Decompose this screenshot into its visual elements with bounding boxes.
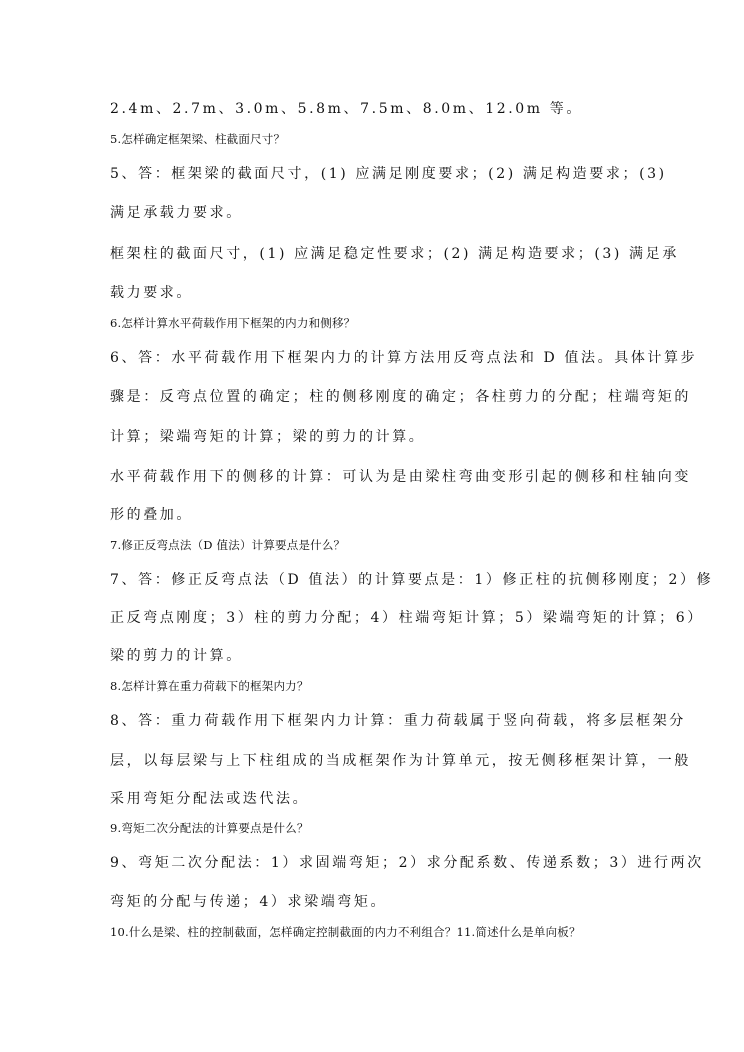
text-line-1: 2.4m、2.7m、3.0m、5.8m、7.5m、8.0m、12.0m 等。 (110, 101, 583, 117)
answer-6-line-4: 水平荷载作用下的侧移的计算：可认为是由梁柱弯曲变形引起的侧移和柱轴向变 (110, 469, 691, 485)
question-5: 5.怎样确定框架梁、柱截面尺寸？ (110, 132, 286, 146)
answer-8-line-3: 采用弯矩分配法或迭代法。 (110, 791, 310, 807)
answer-9-line-2: 弯矩的分配与传递；4）求梁端弯矩。 (110, 894, 388, 910)
answer-6-line-1: 6、答：水平荷载作用下框架内力的计算方法用反弯点法和 D 值法。具体计算步 (110, 350, 698, 366)
answer-6-line-2: 骤是：反弯点位置的确定；柱的侧移刚度的确定；各柱剪力的分配；柱端弯矩的 (110, 389, 691, 405)
answer-5-line-4: 载力要求。 (110, 285, 193, 301)
answer-9-line-1: 9、弯矩二次分配法：1）求固端弯矩；2）求分配系数、传递系数；3）进行两次 (110, 855, 704, 871)
answer-7-line-2: 正反弯点刚度；3）柱的剪力分配；4）柱端弯矩计算；5）梁端弯矩的计算；6） (110, 610, 704, 626)
question-10-11: 10.什么是梁、柱的控制截面，怎样确定控制截面的内力不利组合？11.简述什么是单向板？ (110, 925, 581, 939)
answer-7-line-1: 7、答：修正反弯点法（D 值法）的计算要点是：1）修正柱的抗侧移刚度；2）修 (110, 572, 714, 588)
answer-8-line-1: 8、答：重力荷载作用下框架内力计算：重力荷载属于竖向荷载，将多层框架分 (110, 713, 686, 729)
answer-7-line-3: 梁的剪力的计算。 (110, 648, 243, 664)
question-6: 6.怎样计算水平荷载作用下框架的内力和侧移？ (110, 316, 356, 330)
answer-8-line-2: 层，以每层梁与上下柱组成的当成框架作为计算单元，按无侧移框架计算，一般 (110, 753, 691, 769)
answer-6-line-3: 计算；梁端弯矩的计算；梁的剪力的计算。 (110, 429, 426, 445)
question-9: 9.弯矩二次分配法的计算要点是什么？ (110, 821, 309, 835)
question-7: 7.修正反弯点法（D 值法）计算要点是什么？ (110, 538, 346, 552)
question-8: 8.怎样计算在重力荷载下的框架内力？ (110, 679, 309, 693)
answer-5-line-3: 框架柱的截面尺寸，(1) 应满足稳定性要求；(2) 满足构造要求；(3) 满足承 (110, 246, 679, 262)
answer-5-line-1: 5、答：框架梁的截面尺寸，(1) 应满足刚度要求；(2) 满足构造要求；(3) (110, 166, 667, 182)
answer-5-line-2: 满足承载力要求。 (110, 205, 243, 221)
answer-6-line-5: 形的叠加。 (110, 507, 193, 523)
